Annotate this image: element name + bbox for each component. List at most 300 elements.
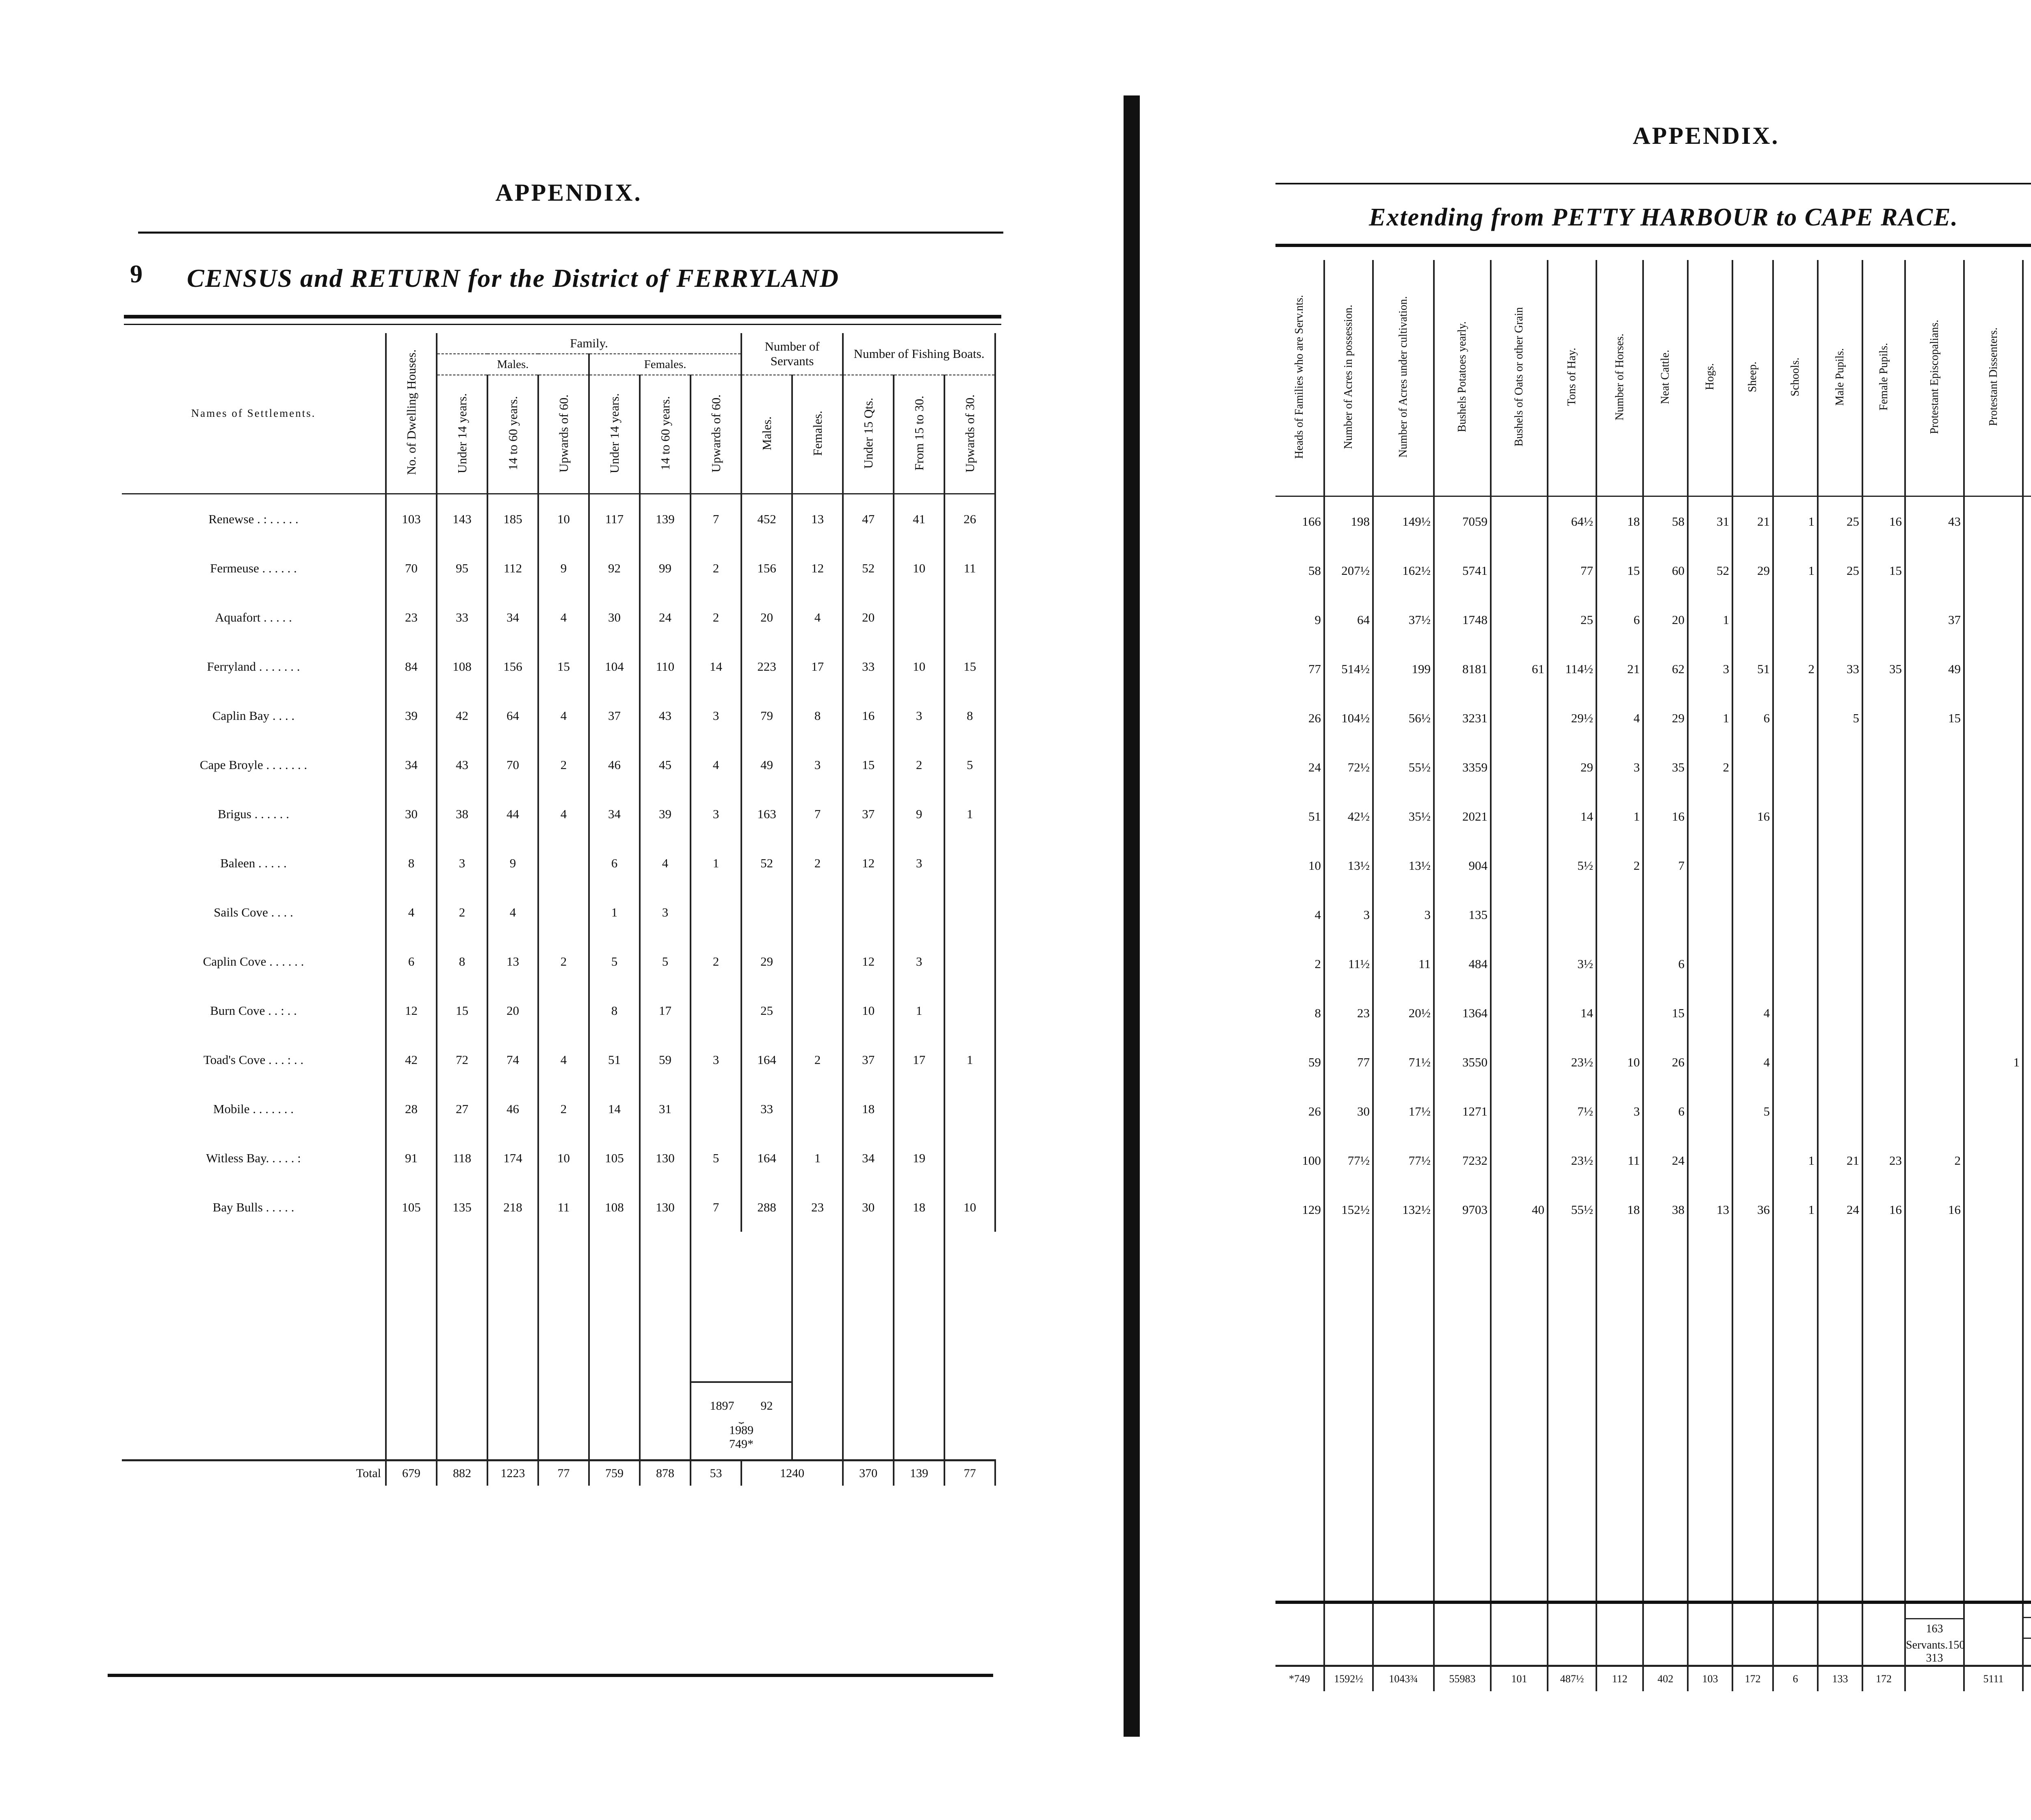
right-data-row <box>1275 693 2031 743</box>
right-value-cell: 26 <box>1643 1038 1688 1087</box>
right-column-header <box>1548 260 1596 496</box>
settlement-row <box>122 888 995 937</box>
right-value-cell: 5½ <box>1548 841 1596 890</box>
census-value-cell: 1 <box>792 1133 843 1183</box>
right-value-cell <box>2023 1087 2031 1136</box>
census-value-cell: 1 <box>691 838 741 888</box>
settlement-row <box>122 986 995 1035</box>
col-label: Male Pupils. <box>1834 348 1846 406</box>
census-value-cell: 3 <box>894 691 944 740</box>
right-value-cell: 1 <box>1773 1136 1818 1185</box>
census-value-cell: 30 <box>589 593 640 642</box>
right-data-row <box>1275 988 2031 1038</box>
right-value-cell <box>1964 1087 2023 1136</box>
census-value-cell: 2 <box>792 1035 843 1084</box>
right-value-cell: 43 <box>1905 496 1964 546</box>
census-value-cell: 52 <box>843 544 894 593</box>
census-value-cell: 1 <box>894 986 944 1035</box>
census-value-cell <box>792 937 843 986</box>
census-value-cell: 13 <box>487 937 538 986</box>
census-value-cell: 6 <box>386 937 437 986</box>
right-data-row <box>1275 1087 2031 1136</box>
col-dwelling-houses <box>386 333 437 494</box>
total-cell: 882 <box>437 1460 487 1486</box>
census-value-cell: 7 <box>691 1183 741 1232</box>
census-value-cell: 8 <box>589 986 640 1035</box>
left-bottom-rule <box>108 1674 993 1677</box>
census-value-cell <box>792 888 843 937</box>
census-value-cell: 1 <box>589 888 640 937</box>
census-value-cell: 110 <box>640 642 691 691</box>
right-value-cell <box>1491 546 1548 595</box>
census-value-cell <box>894 888 944 937</box>
census-value-cell: 156 <box>487 642 538 691</box>
census-value-cell: 103 <box>386 494 437 544</box>
census-value-cell: 1 <box>944 789 995 838</box>
right-value-cell: 129 <box>1275 1185 1324 1234</box>
right-data-row <box>1275 743 2031 792</box>
right-value-cell <box>2023 743 2031 792</box>
census-value-cell <box>538 838 589 888</box>
right-total-cell: 1592½ <box>1324 1666 1373 1692</box>
census-value-cell: 44 <box>487 789 538 838</box>
right-census-table <box>1275 260 2031 1691</box>
right-value-cell <box>1862 595 1905 644</box>
right-value-cell: 8 <box>1275 988 1324 1038</box>
males-label: Males. <box>497 358 529 371</box>
census-value-cell: 3 <box>691 1035 741 1084</box>
census-value-cell: 2 <box>691 937 741 986</box>
right-value-cell: 59 <box>1275 1038 1324 1087</box>
right-value-cell <box>1862 1038 1905 1087</box>
names-header-cell <box>122 333 386 494</box>
right-value-cell: 16 <box>1732 792 1773 841</box>
right-value-cell: 10 <box>1596 1038 1643 1087</box>
right-value-cell: 13½ <box>1324 841 1373 890</box>
census-value-cell: 452 <box>741 494 792 544</box>
right-value-cell <box>1491 1038 1548 1087</box>
census-value-cell: 4 <box>538 1035 589 1084</box>
right-value-cell: 14 <box>1548 792 1596 841</box>
census-value-cell: 2 <box>792 838 843 888</box>
total-cell: 759 <box>589 1460 640 1486</box>
census-value-cell: 8 <box>944 691 995 740</box>
right-value-cell <box>1964 988 2023 1038</box>
census-value-cell <box>691 986 741 1035</box>
settlement-row <box>122 789 995 838</box>
right-total-cell: 1043¾ <box>1373 1666 1434 1692</box>
left-heading-rule <box>138 232 1003 234</box>
settlement-name: Baleen . . . . . <box>122 838 386 888</box>
settlement-row <box>122 494 995 544</box>
right-value-cell <box>1773 939 1818 988</box>
census-value-cell: 15 <box>944 642 995 691</box>
right-value-cell <box>1862 1087 1905 1136</box>
right-value-cell: 9703 <box>1434 1185 1491 1234</box>
census-value-cell: 3 <box>691 691 741 740</box>
settlement-name: Aquafort . . . . . <box>122 593 386 642</box>
census-value-cell: 10 <box>538 1133 589 1183</box>
col-label: Bushels of Oats or other Grain <box>1513 307 1525 446</box>
right-value-cell: 13½ <box>1373 841 1434 890</box>
right-value-cell: 7½ <box>1548 1087 1596 1136</box>
family-group-header <box>437 333 741 354</box>
col-females-14-60 <box>640 375 691 494</box>
census-value-cell: 6 <box>589 838 640 888</box>
right-value-cell: 3 <box>1596 1087 1643 1136</box>
census-value-cell: 79 <box>741 691 792 740</box>
census-value-cell: 12 <box>843 838 894 888</box>
right-value-cell: 64 <box>1324 595 1373 644</box>
right-value-cell: 162½ <box>1373 546 1434 595</box>
right-column-header <box>1818 260 1862 496</box>
census-value-cell: 49 <box>741 740 792 789</box>
settlement-name: Burn Cove . . : . . <box>122 986 386 1035</box>
right-value-cell <box>2023 693 2031 743</box>
right-value-cell <box>1964 693 2023 743</box>
census-value-cell: 26 <box>944 494 995 544</box>
right-column-header <box>1324 260 1373 496</box>
servants-group-header <box>741 333 843 375</box>
rc-subtotal-2 <box>2024 1638 2031 1652</box>
col-label: Number of Acres under cultivation. <box>1397 296 1410 458</box>
right-value-cell: 21 <box>1732 496 1773 546</box>
total-cell: 139 <box>894 1460 944 1486</box>
census-value-cell: 39 <box>640 789 691 838</box>
census-value-cell: 37 <box>589 691 640 740</box>
census-value-cell <box>792 986 843 1035</box>
census-value-cell: 135 <box>437 1183 487 1232</box>
right-value-cell: 18 <box>1596 1185 1643 1234</box>
right-value-cell <box>1491 743 1548 792</box>
census-value-cell: 12 <box>386 986 437 1035</box>
right-value-cell: 64½ <box>1548 496 1596 546</box>
right-value-cell <box>1773 743 1818 792</box>
col-boats-over-30 <box>944 375 995 494</box>
settlement-row <box>122 937 995 986</box>
right-value-cell <box>1818 743 1862 792</box>
right-value-cell <box>1964 743 2023 792</box>
blank-space-row <box>122 1232 995 1460</box>
col-label: Sheep. <box>1746 361 1759 392</box>
right-value-cell <box>1732 890 1773 939</box>
right-value-cell <box>1862 693 1905 743</box>
right-value-cell: 104½ <box>1324 693 1373 743</box>
right-value-cell: 49 <box>1905 644 1964 693</box>
census-value-cell: 117 <box>589 494 640 544</box>
settlement-name: Fermeuse . . . . . . <box>122 544 386 593</box>
right-value-cell <box>1818 792 1862 841</box>
right-value-cell: 15 <box>1862 546 1905 595</box>
right-value-cell: 114½ <box>1548 644 1596 693</box>
left-title-rule <box>124 315 1001 318</box>
census-value-cell: 118 <box>437 1133 487 1183</box>
total-cell: 53 <box>691 1460 741 1486</box>
right-page-heading: APPENDIX. <box>1633 122 1780 149</box>
census-value-cell: 4 <box>538 691 589 740</box>
census-value-cell: 112 <box>487 544 538 593</box>
right-value-cell <box>1905 841 1964 890</box>
census-value-cell: 10 <box>538 494 589 544</box>
census-value-cell <box>691 888 741 937</box>
right-value-cell: 1 <box>1964 1038 2023 1087</box>
right-value-cell <box>1688 792 1732 841</box>
males-subgroup-header <box>437 354 589 375</box>
col-label: Number of Acres in possession. <box>1342 304 1355 449</box>
right-value-cell <box>2023 595 2031 644</box>
census-value-cell: 34 <box>386 740 437 789</box>
census-value-cell: 34 <box>589 789 640 838</box>
census-value-cell: 218 <box>487 1183 538 1232</box>
census-value-cell: 9 <box>894 789 944 838</box>
census-value-cell <box>944 593 995 642</box>
right-value-cell: 4 <box>1732 988 1773 1038</box>
census-value-cell: 3 <box>792 740 843 789</box>
census-value-cell: 8 <box>437 937 487 986</box>
census-value-cell: 51 <box>589 1035 640 1084</box>
settlement-name: Caplin Bay . . . . <box>122 691 386 740</box>
total-cell: 878 <box>640 1460 691 1486</box>
right-value-cell: 35 <box>1862 644 1905 693</box>
right-column-header <box>2023 260 2031 496</box>
right-column-header <box>1732 260 1773 496</box>
right-value-cell: 20½ <box>1373 988 1434 1038</box>
census-value-cell <box>894 1084 944 1133</box>
census-value-cell: 24 <box>640 593 691 642</box>
right-value-cell: 38 <box>1643 1185 1688 1234</box>
page-number: 9 <box>130 260 143 288</box>
total-cell: 1223 <box>487 1460 538 1486</box>
right-value-cell: 484 <box>1434 939 1491 988</box>
right-value-cell: 37½ <box>1373 595 1434 644</box>
right-value-cell: 100 <box>1275 1136 1324 1185</box>
header-group-row <box>122 333 995 354</box>
census-value-cell <box>944 937 995 986</box>
census-value-cell: 20 <box>741 593 792 642</box>
right-value-cell <box>1964 496 2023 546</box>
col-label: Bushels Potatoes yearly. <box>1456 321 1468 432</box>
census-value-cell: 17 <box>792 642 843 691</box>
right-value-cell: 16 <box>1862 496 1905 546</box>
census-value-cell: 108 <box>589 1183 640 1232</box>
census-value-cell: 14 <box>691 642 741 691</box>
right-total-cell: 172 <box>1862 1666 1905 1692</box>
right-page <box>1137 0 2031 1820</box>
right-column-header <box>1862 260 1905 496</box>
col-females-over-60 <box>691 375 741 494</box>
census-value-cell: 2 <box>538 1084 589 1133</box>
right-value-cell: 7059 <box>1434 496 1491 546</box>
right-value-cell: 77½ <box>1373 1136 1434 1185</box>
right-value-cell <box>1862 988 1905 1038</box>
right-value-cell <box>1773 988 1818 1038</box>
right-value-cell: 16 <box>1643 792 1688 841</box>
right-total-cell: 101 <box>1491 1666 1548 1692</box>
right-value-cell <box>1905 890 1964 939</box>
settlement-name: Bay Bulls . . . . . <box>122 1183 386 1232</box>
right-value-cell: 904 <box>1434 841 1491 890</box>
right-value-cell: 4 <box>1732 1038 1773 1087</box>
census-value-cell: 2 <box>538 937 589 986</box>
census-value-cell <box>944 888 995 937</box>
total-label: Total <box>122 1460 386 1486</box>
right-value-cell: 6 <box>1643 939 1688 988</box>
settlement-row <box>122 544 995 593</box>
col-label: Upwards of 60. <box>556 394 571 472</box>
census-value-cell: 10 <box>894 544 944 593</box>
census-value-cell: 15 <box>843 740 894 789</box>
right-value-cell: 3 <box>1324 890 1373 939</box>
right-value-cell <box>1862 841 1905 890</box>
census-value-cell: 45 <box>640 740 691 789</box>
right-value-cell: 6 <box>1732 693 1773 743</box>
right-value-cell <box>1862 743 1905 792</box>
right-column-header <box>1596 260 1643 496</box>
census-value-cell: 3 <box>437 838 487 888</box>
census-value-cell: 2 <box>691 593 741 642</box>
census-value-cell <box>894 593 944 642</box>
right-total-cell: 172 <box>1732 1666 1773 1692</box>
col-label: 14 to 60 years. <box>658 396 672 470</box>
census-value-cell: 37 <box>843 789 894 838</box>
census-value-cell: 15 <box>538 642 589 691</box>
right-data-row <box>1275 890 2031 939</box>
right-value-cell: 2 <box>1773 644 1818 693</box>
census-value-cell: 7 <box>792 789 843 838</box>
servant-sum-extra: 749* <box>729 1437 754 1451</box>
right-value-cell <box>1596 988 1643 1038</box>
census-value-cell: 23 <box>386 593 437 642</box>
right-value-cell: 17½ <box>1373 1087 1434 1136</box>
right-column-header <box>1491 260 1548 496</box>
right-value-cell: 3 <box>1688 644 1732 693</box>
right-value-cell <box>1773 693 1818 743</box>
census-value-cell: 5 <box>640 937 691 986</box>
census-value-cell: 3 <box>640 888 691 937</box>
right-value-cell <box>1491 792 1548 841</box>
census-value-cell: 12 <box>843 937 894 986</box>
census-value-cell: 27 <box>437 1084 487 1133</box>
col-label: Protestant Episcopalians. <box>1928 319 1941 434</box>
right-value-cell: 33 <box>1818 644 1862 693</box>
right-value-cell <box>2023 841 2031 890</box>
col-label: Female Pupils. <box>1877 343 1890 411</box>
right-value-cell <box>2023 1136 2031 1185</box>
right-value-cell <box>1862 890 1905 939</box>
census-value-cell: 14 <box>589 1084 640 1133</box>
right-value-cell: 2 <box>1905 1136 1964 1185</box>
col-boats-15-30 <box>894 375 944 494</box>
right-value-cell: 51 <box>1732 644 1773 693</box>
right-value-cell <box>1964 1185 2023 1234</box>
right-data-row <box>1275 1185 2031 1234</box>
right-value-cell: 29 <box>1732 546 1773 595</box>
col-servants-males <box>741 375 792 494</box>
females-label: Females. <box>644 358 686 371</box>
settlement-row <box>122 593 995 642</box>
right-column-header <box>1688 260 1732 496</box>
census-value-cell: 92 <box>589 544 640 593</box>
right-value-cell: 37 <box>1905 595 1964 644</box>
right-total-cell: 103 <box>1688 1666 1732 1692</box>
census-value-cell: 20 <box>487 986 538 1035</box>
right-column-header <box>1643 260 1688 496</box>
col-females-under-14 <box>589 375 640 494</box>
right-column-header <box>1905 260 1964 496</box>
right-value-cell <box>1964 939 2023 988</box>
right-value-cell: 149½ <box>1373 496 1434 546</box>
right-column-header <box>1434 260 1491 496</box>
census-value-cell: 95 <box>437 544 487 593</box>
right-value-cell: 24 <box>1818 1185 1862 1234</box>
right-data-row <box>1275 841 2031 890</box>
census-value-cell: 3 <box>691 789 741 838</box>
right-value-cell: 1 <box>1688 693 1732 743</box>
col-label: Females. <box>810 410 825 456</box>
census-value-cell: 4 <box>386 888 437 937</box>
right-value-cell: 29½ <box>1548 693 1596 743</box>
settlement-row <box>122 1035 995 1084</box>
right-value-cell: 2021 <box>1434 792 1491 841</box>
right-value-cell <box>1491 988 1548 1038</box>
total-row <box>122 1460 995 1486</box>
right-value-cell: 18 <box>1596 496 1643 546</box>
right-value-cell <box>1964 890 2023 939</box>
settlement-name: Renewse . : . . . . . <box>122 494 386 544</box>
right-value-cell: 23 <box>1862 1136 1905 1185</box>
right-value-cell: 2 <box>1275 939 1324 988</box>
settlement-rows <box>122 494 995 1232</box>
col-label: Under 14 years. <box>455 393 469 474</box>
right-value-cell <box>1905 792 1964 841</box>
right-value-cell: 15 <box>1596 546 1643 595</box>
col-label: Hogs. <box>1704 363 1716 390</box>
census-value-cell: 2 <box>538 740 589 789</box>
right-data-row <box>1275 1038 2031 1087</box>
right-value-cell: 51 <box>1275 792 1324 841</box>
census-value-cell: 4 <box>640 838 691 888</box>
census-value-cell: 31 <box>640 1084 691 1133</box>
total-cell: 679 <box>386 1460 437 1486</box>
col-boats-under-15 <box>843 375 894 494</box>
right-value-cell <box>1905 1087 1964 1136</box>
census-value-cell <box>792 1084 843 1133</box>
left-page-heading: APPENDIX. <box>495 179 642 206</box>
right-value-cell: 21 <box>1818 1136 1862 1185</box>
settlement-name: Sails Cove . . . . <box>122 888 386 937</box>
right-data-row <box>1275 595 2031 644</box>
census-value-cell <box>944 838 995 888</box>
right-value-cell: 16 <box>1905 1185 1964 1234</box>
right-value-cell: 132½ <box>1373 1185 1434 1234</box>
servant-sum-males: 1897 <box>710 1399 734 1413</box>
right-value-cell: 29 <box>1643 693 1688 743</box>
right-total-cell: *749 <box>1275 1666 1324 1692</box>
col-label: Under 15 Qts. <box>861 398 875 469</box>
right-data-row <box>1275 939 2031 988</box>
right-total-cell: 5111 <box>1964 1666 2023 1692</box>
right-value-cell: 3 <box>1596 743 1643 792</box>
right-value-cell <box>1818 841 1862 890</box>
right-value-cell: 56½ <box>1373 693 1434 743</box>
right-total-cell: 487½ <box>1548 1666 1596 1692</box>
col-males-14-60 <box>487 375 538 494</box>
right-total-cell: 6 <box>1773 1666 1818 1692</box>
rc-subtotal <box>2024 1617 2031 1638</box>
settlement-name: Toad's Cove . . . : . . <box>122 1035 386 1084</box>
right-value-cell: 7232 <box>1434 1136 1491 1185</box>
census-value-cell: 17 <box>894 1035 944 1084</box>
